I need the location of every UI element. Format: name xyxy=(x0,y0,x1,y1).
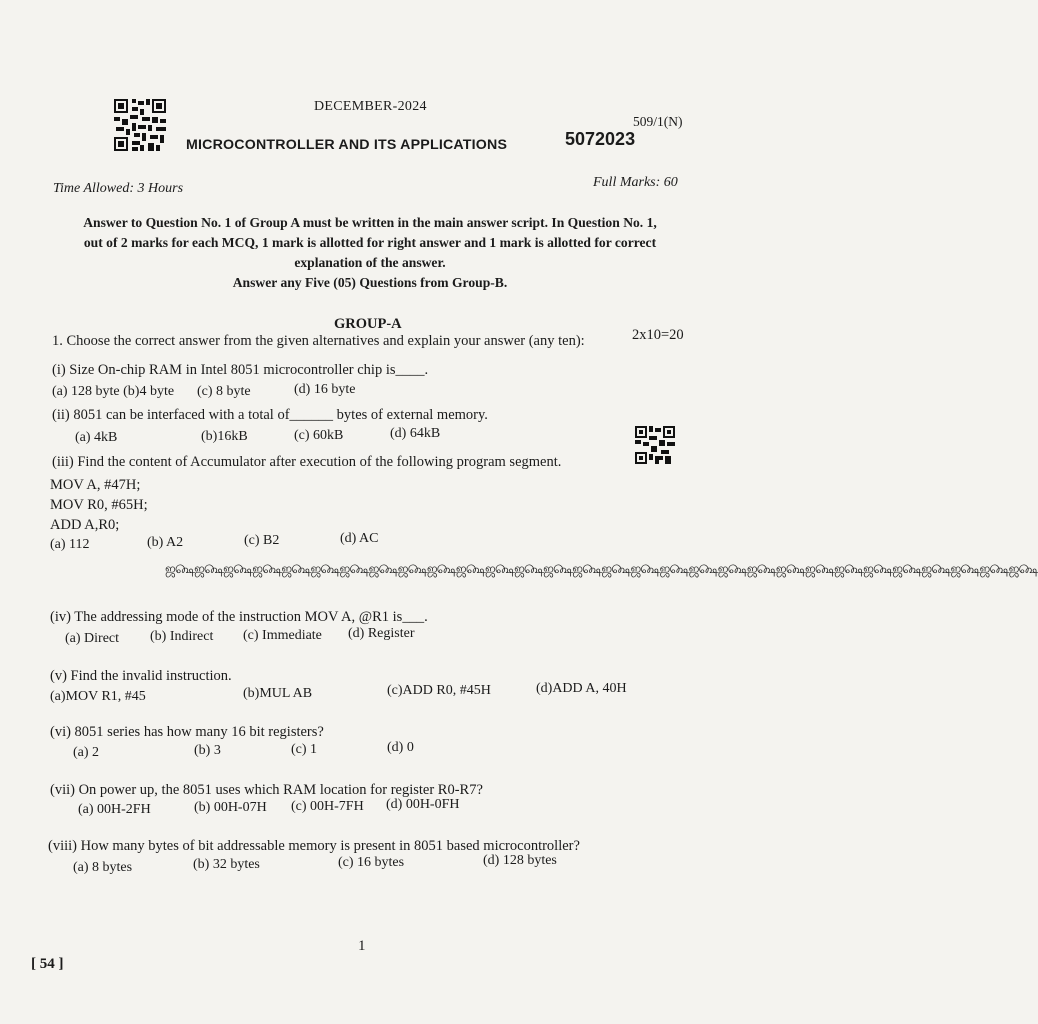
subject-code: 5072023 xyxy=(565,129,636,149)
paper-code: 509/1(N) xyxy=(633,114,683,129)
option: (c) B2 xyxy=(244,533,280,548)
page-mark: [ 54 ] xyxy=(31,956,64,972)
question-i: (i) Size On-chip RAM in Intel 8051 microcontroller chip is____. xyxy=(52,362,429,378)
instructions xyxy=(50,213,690,293)
qr-code-icon xyxy=(635,426,675,464)
code-line: MOV A, #47H; xyxy=(50,477,141,493)
option: (d) 16 byte xyxy=(294,382,356,397)
option: (c) Immediate xyxy=(243,628,322,643)
option: (a) 112 xyxy=(50,537,90,552)
option: (a)MOV R1, #45 xyxy=(50,689,146,704)
option: (a) 2 xyxy=(73,745,100,760)
option: (c) 60kB xyxy=(294,428,344,443)
option: (b)16kB xyxy=(201,429,248,444)
option: (a) 4kB xyxy=(75,430,118,445)
code-line: MOV R0, #65H; xyxy=(50,497,148,513)
instruction-line: explanation of the answer. xyxy=(294,255,446,270)
qr-code-icon xyxy=(114,99,166,151)
instruction-line: out of 2 marks for each MCQ, 1 mark is allotted for right answer and 1 mark is allotted for correct xyxy=(83,235,657,250)
question-iii: (iii) Find the content of Accumulator after execution of the following program segment. xyxy=(52,454,562,470)
option: (c) 00H-7FH xyxy=(291,799,364,814)
decorative-divider: ஜ௸ஜ௸ஜ௸ஜ௸ஜ௸ஜ௸ஜ௸ஜ௸ஜ௸ஜ௸ஜ௸ஜ௸ஜ௸ஜ௸ஜ௸ஜ௸ஜ௸ஜ௸ஜ௸ஜ௸ஜ௸ஜ௸ஜ௸ஜ௸ஜ௸ஜ௸ஜ௸ஜ௸ஜ௸ஜ௸ xyxy=(165,561,1038,576)
instruction-line: Answer to Question No. 1 of Group A must be written in the main answer script. In Question No. 1, xyxy=(83,215,657,230)
option: (a) Direct xyxy=(65,631,120,646)
question-viii: (viii) How many bytes of bit addressable memory is present in 8051 based microcontroller? xyxy=(48,838,580,854)
option: (c) 16 bytes xyxy=(338,855,405,870)
page-number: 1 xyxy=(358,938,366,954)
option: (d) 128 bytes xyxy=(483,853,557,868)
instruction-line: Answer any Five (05) Questions from Group-B. xyxy=(232,275,508,290)
option: (d) AC xyxy=(340,531,379,546)
option: (d) 64kB xyxy=(390,426,441,441)
option: (d) 0 xyxy=(387,740,414,755)
full-marks: Full Marks: 60 xyxy=(593,175,678,190)
question-1-text: 1. Choose the correct answer from the given alternatives and explain your answer (any ten): xyxy=(52,333,585,349)
option: (b) 32 bytes xyxy=(193,857,260,872)
option: (a) 00H-2FH xyxy=(78,802,151,817)
option: (b) 00H-07H xyxy=(194,800,267,815)
option: (a) 128 byte (b)4 byte xyxy=(52,384,175,399)
option: (b)MUL AB xyxy=(243,686,313,701)
option: (c) 1 xyxy=(291,742,318,757)
option: (d)ADD A, 40H xyxy=(536,681,627,696)
option: (b) Indirect xyxy=(150,629,214,644)
question-v: (v) Find the invalid instruction. xyxy=(50,668,232,684)
time-allowed: Time Allowed: 3 Hours xyxy=(53,181,184,196)
option: (c) 8 byte xyxy=(197,384,251,399)
option: (a) 8 bytes xyxy=(73,860,133,875)
subject-title: MICROCONTROLLER AND ITS APPLICATIONS xyxy=(186,137,508,153)
question-vii: (vii) On power up, the 8051 uses which RAM location for register R0-R7? xyxy=(50,782,483,798)
question-iv: (iv) The addressing mode of the instruction MOV A, @R1 is___. xyxy=(50,609,428,625)
group-title: GROUP-A xyxy=(334,316,402,332)
option: (c)ADD R0, #45H xyxy=(387,683,491,698)
option: (b) 3 xyxy=(194,743,221,758)
question-vi: (vi) 8051 series has how many 16 bit registers? xyxy=(50,724,324,740)
code-line: ADD A,R0; xyxy=(50,517,120,533)
question-1-marks: 2x10=20 xyxy=(632,327,684,343)
question-ii: (ii) 8051 can be interfaced with a total of______ bytes of external memory. xyxy=(52,407,488,423)
exam-date: DECEMBER-2024 xyxy=(314,99,427,114)
option: (b) A2 xyxy=(147,535,184,550)
option: (d) Register xyxy=(348,626,415,641)
option: (d) 00H-0FH xyxy=(386,797,460,812)
